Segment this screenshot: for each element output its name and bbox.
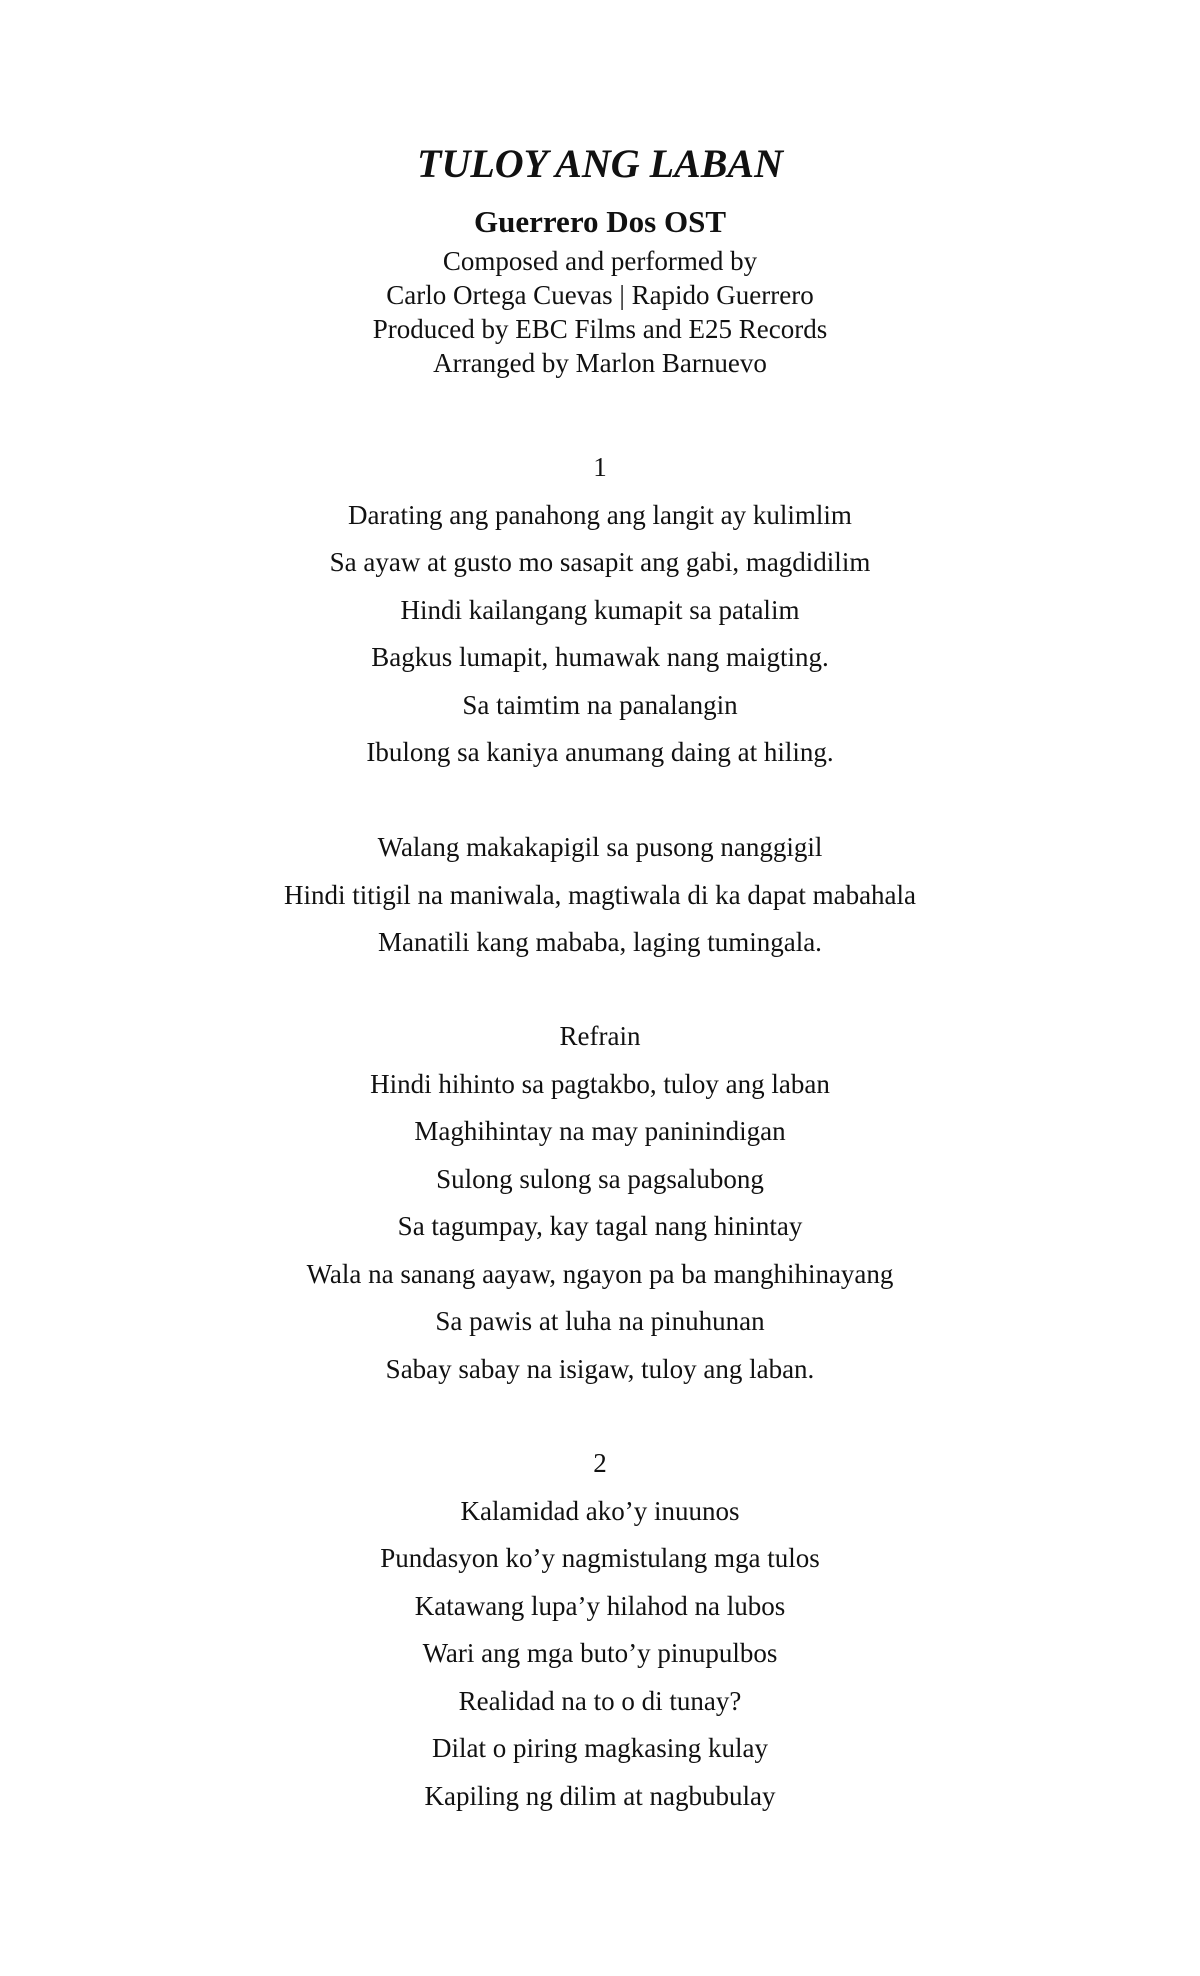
- lyric-line: Hindi titigil na maniwala, magtiwala di ka dapat mabahala: [283, 879, 917, 910]
- song-subtitle: Guerrero Dos OST: [473, 204, 726, 239]
- lyric-line: Hindi hihinto sa pagtakbo, tuloy ang laban: [370, 1068, 830, 1099]
- verse-2: [0, 1440, 1200, 1820]
- credits-block: [0, 244, 1200, 380]
- lyric-line: Realidad na to o di tunay?: [458, 1685, 742, 1716]
- credit-line: Arranged by Marlon Barnuevo: [433, 348, 767, 378]
- lyric-line: Bagkus lumapit, humawak nang maigting.: [371, 642, 829, 672]
- credit-line: Produced by EBC Films and E25 Records: [372, 314, 828, 344]
- credit-line: Carlo Ortega Cuevas | Rapido Guerrero: [386, 280, 814, 310]
- lyric-line: Manatili kang mababa, laging tumingala.: [378, 927, 822, 957]
- credit-line: Composed and performed by: [442, 246, 758, 276]
- lyric-line: Sa taimtim na panalangin: [462, 689, 738, 720]
- lyric-line: Sa pawis at luha na pinuhunan: [435, 1306, 765, 1336]
- lyric-line: Ibulong sa kaniya anumang daing at hiling.: [366, 737, 834, 767]
- lyric-line: Sa tagumpay, kay tagal nang hinintay: [397, 1211, 803, 1241]
- lyric-line: Katawang lupa’y hilahod na lubos: [414, 1590, 786, 1621]
- lyric-line: Hindi kailangang kumapit sa patalim: [400, 594, 800, 625]
- lyric-line: Sulong sulong sa pagsalubong: [436, 1163, 764, 1194]
- verse-2-label: 2: [593, 1448, 607, 1478]
- lyric-line: Walang makakapigil sa pusong nanggigil: [377, 832, 823, 862]
- verse-1: [0, 444, 1200, 777]
- lyric-line: Darating ang panahong ang langit ay kulimlim: [348, 499, 852, 530]
- refrain: [0, 1013, 1200, 1393]
- lyric-line: Sa ayaw at gusto mo sasapit ang gabi, magdidilim: [329, 547, 871, 577]
- lyric-line: Sabay sabay na isigaw, tuloy ang laban.: [385, 1353, 815, 1384]
- refrain-label: Refrain: [559, 1021, 641, 1051]
- verse-1-label: 1: [593, 452, 607, 482]
- lyric-line: Kapiling ng dilim at nagbubulay: [424, 1780, 776, 1811]
- lyric-line: Kalamidad ako’y inuunos: [460, 1495, 740, 1526]
- verse-1-continuation: [0, 824, 1200, 967]
- lyric-line: Dilat o piring magkasing kulay: [432, 1733, 768, 1763]
- lyric-line: Pundasyon ko’y nagmistulang mga tulos: [380, 1543, 820, 1573]
- lyric-line: Maghihintay na may paninindigan: [414, 1116, 786, 1146]
- lyric-line: Wala na sanang aayaw, ngayon pa ba manghihinayang: [306, 1258, 894, 1289]
- lyric-line: Wari ang mga buto’y pinupulbos: [422, 1638, 778, 1668]
- song-title: TULOY ANG LABAN: [417, 141, 783, 186]
